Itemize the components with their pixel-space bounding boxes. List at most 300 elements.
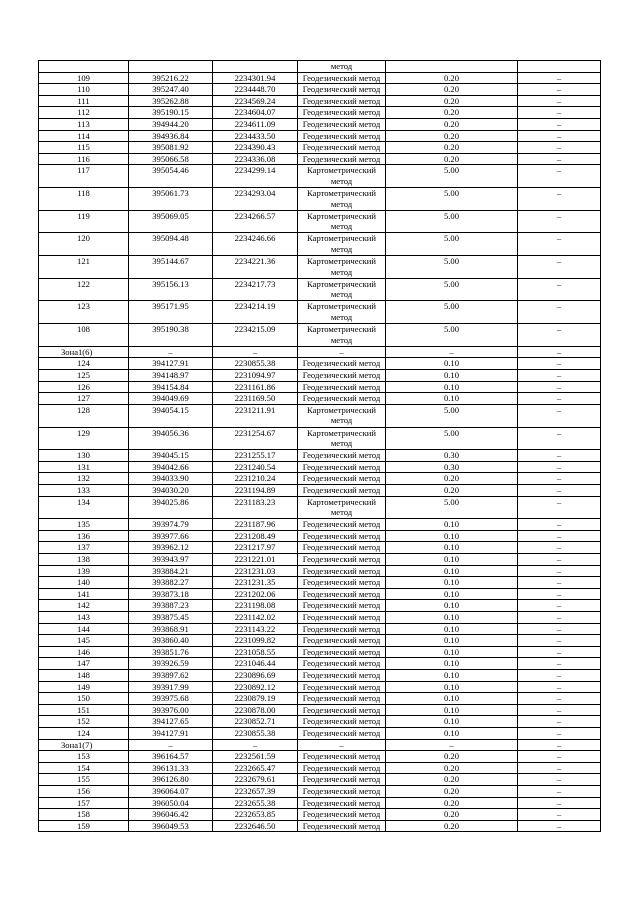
- accuracy-cell: 0.20: [386, 762, 518, 774]
- method-cell: –: [298, 739, 386, 751]
- note-cell: –: [518, 820, 601, 832]
- note-cell: –: [518, 153, 601, 165]
- point-number-cell: 138: [39, 554, 129, 566]
- note-cell: –: [518, 450, 601, 462]
- method-cell: Геодезический метод: [298, 577, 386, 589]
- accuracy-cell: 0.10: [386, 530, 518, 542]
- point-number-cell: 113: [39, 118, 129, 130]
- accuracy-cell: 0.10: [386, 393, 518, 405]
- accuracy-cell: 0.10: [386, 716, 518, 728]
- method-cell: Картометрический метод: [298, 188, 386, 211]
- note-cell: –: [518, 588, 601, 600]
- x-coordinate-cell: 394054.15: [129, 404, 213, 427]
- x-coordinate-cell: 395094.48: [129, 233, 213, 256]
- method-cell: Геодезический метод: [298, 554, 386, 566]
- note-cell: –: [518, 635, 601, 647]
- note-cell: –: [518, 130, 601, 142]
- table-row: [39, 358, 601, 370]
- method-cell: Геодезический метод: [298, 130, 386, 142]
- y-coordinate-cell: 2232646.50: [213, 820, 298, 832]
- accuracy-cell: 0.10: [386, 635, 518, 647]
- table-row: [39, 210, 601, 233]
- accuracy-cell: 0.20: [386, 130, 518, 142]
- x-coordinate-cell: 395144.67: [129, 256, 213, 279]
- table-row: [39, 142, 601, 154]
- table-row: [39, 95, 601, 107]
- note-cell: –: [518, 727, 601, 739]
- note-cell: –: [518, 404, 601, 427]
- method-cell: Геодезический метод: [298, 797, 386, 809]
- zone-header-row: [39, 739, 601, 751]
- accuracy-cell: 0.10: [386, 727, 518, 739]
- method-cell: Геодезический метод: [298, 565, 386, 577]
- y-coordinate-cell: 2230855.38: [213, 358, 298, 370]
- y-coordinate-cell: 2232679.61: [213, 774, 298, 786]
- y-coordinate-cell: 2231187.96: [213, 519, 298, 531]
- point-number-cell: 135: [39, 519, 129, 531]
- y-coordinate-cell: 2230855.38: [213, 727, 298, 739]
- note-cell: –: [518, 210, 601, 233]
- point-number-cell: 110: [39, 84, 129, 96]
- x-coordinate-cell: 393974.79: [129, 519, 213, 531]
- x-coordinate-cell: –: [129, 346, 213, 358]
- y-coordinate-cell: 2234221.36: [213, 256, 298, 279]
- accuracy-cell: 0.20: [386, 95, 518, 107]
- accuracy-cell: 0.10: [386, 681, 518, 693]
- accuracy-cell: [386, 61, 518, 73]
- note-cell: –: [518, 427, 601, 450]
- point-number-cell: 116: [39, 153, 129, 165]
- note-cell: –: [518, 95, 601, 107]
- method-cell: Геодезический метод: [298, 635, 386, 647]
- point-number-cell: 134: [39, 496, 129, 519]
- point-number-cell: 128: [39, 404, 129, 427]
- method-cell: Картометрический метод: [298, 256, 386, 279]
- accuracy-cell: 0.10: [386, 612, 518, 624]
- accuracy-cell: 5.00: [386, 233, 518, 256]
- accuracy-cell: 5.00: [386, 324, 518, 347]
- table-row: [39, 473, 601, 485]
- y-coordinate-cell: 2234214.19: [213, 301, 298, 324]
- accuracy-cell: 0.10: [386, 669, 518, 681]
- accuracy-cell: 5.00: [386, 496, 518, 519]
- x-coordinate-cell: 393976.00: [129, 704, 213, 716]
- accuracy-cell: 0.20: [386, 153, 518, 165]
- y-coordinate-cell: 2232665.47: [213, 762, 298, 774]
- accuracy-cell: 0.10: [386, 542, 518, 554]
- x-coordinate-cell: 393887.23: [129, 600, 213, 612]
- method-cell: Картометрический метод: [298, 233, 386, 256]
- accuracy-cell: 0.20: [386, 797, 518, 809]
- table-row: [39, 256, 601, 279]
- note-cell: –: [518, 301, 601, 324]
- note-cell: –: [518, 324, 601, 347]
- point-number-cell: 143: [39, 612, 129, 624]
- table-row: [39, 381, 601, 393]
- x-coordinate-cell: 396050.04: [129, 797, 213, 809]
- note-cell: –: [518, 370, 601, 382]
- method-cell: Геодезический метод: [298, 588, 386, 600]
- method-cell: Геодезический метод: [298, 751, 386, 763]
- method-cell: Картометрический метод: [298, 165, 386, 188]
- method-cell: Геодезический метод: [298, 704, 386, 716]
- table-row: [39, 324, 601, 347]
- table-row: [39, 519, 601, 531]
- note-cell: –: [518, 256, 601, 279]
- y-coordinate-cell: 2234604.07: [213, 107, 298, 119]
- point-number-cell: 136: [39, 530, 129, 542]
- accuracy-cell: 0.20: [386, 72, 518, 84]
- table-row: [39, 188, 601, 211]
- accuracy-cell: 0.10: [386, 381, 518, 393]
- note-cell: –: [518, 739, 601, 751]
- y-coordinate-cell: 2234611.09: [213, 118, 298, 130]
- x-coordinate-cell: 395247.40: [129, 84, 213, 96]
- point-number-cell: 112: [39, 107, 129, 119]
- point-number-cell: Зона1(6): [39, 346, 129, 358]
- point-number-cell: 155: [39, 774, 129, 786]
- x-coordinate-cell: 393860.40: [129, 635, 213, 647]
- x-coordinate-cell: 395216.22: [129, 72, 213, 84]
- accuracy-cell: 5.00: [386, 165, 518, 188]
- point-number-cell: 146: [39, 646, 129, 658]
- table-row: [39, 496, 601, 519]
- method-cell: Геодезический метод: [298, 681, 386, 693]
- y-coordinate-cell: 2231231.35: [213, 577, 298, 589]
- note-cell: –: [518, 716, 601, 728]
- method-cell: Геодезический метод: [298, 774, 386, 786]
- note-cell: –: [518, 233, 601, 256]
- y-coordinate-cell: –: [213, 346, 298, 358]
- table-row: [39, 130, 601, 142]
- x-coordinate-cell: 394154.84: [129, 381, 213, 393]
- y-coordinate-cell: 2231255.17: [213, 450, 298, 462]
- y-coordinate-cell: 2231143.22: [213, 623, 298, 635]
- x-coordinate-cell: 396164.57: [129, 751, 213, 763]
- point-number-cell: 154: [39, 762, 129, 774]
- accuracy-cell: 0.10: [386, 623, 518, 635]
- method-cell: Геодезический метод: [298, 95, 386, 107]
- point-number-cell: 148: [39, 669, 129, 681]
- method-cell: Геодезический метод: [298, 484, 386, 496]
- note-cell: –: [518, 577, 601, 589]
- y-coordinate-cell: 2231210.24: [213, 473, 298, 485]
- y-coordinate-cell: 2234293.04: [213, 188, 298, 211]
- table-row: [39, 681, 601, 693]
- y-coordinate-cell: 2234433.50: [213, 130, 298, 142]
- accuracy-cell: 0.10: [386, 658, 518, 670]
- point-number-cell: 142: [39, 600, 129, 612]
- x-coordinate-cell: 394944.20: [129, 118, 213, 130]
- point-number-cell: 139: [39, 565, 129, 577]
- table-row: [39, 370, 601, 382]
- point-number-cell: 124: [39, 727, 129, 739]
- note-cell: –: [518, 530, 601, 542]
- accuracy-cell: 5.00: [386, 256, 518, 279]
- method-cell: Геодезический метод: [298, 473, 386, 485]
- x-coordinate-cell: 393962.12: [129, 542, 213, 554]
- y-coordinate-cell: 2234217.73: [213, 278, 298, 301]
- point-number-cell: 119: [39, 210, 129, 233]
- y-coordinate-cell: 2232561.59: [213, 751, 298, 763]
- x-coordinate-cell: 396131.33: [129, 762, 213, 774]
- y-coordinate-cell: 2234448.70: [213, 84, 298, 96]
- note-cell: –: [518, 797, 601, 809]
- table-row: [39, 635, 601, 647]
- method-cell: Геодезический метод: [298, 612, 386, 624]
- y-coordinate-cell: 2231046.44: [213, 658, 298, 670]
- note-cell: –: [518, 623, 601, 635]
- y-coordinate-cell: 2230896.69: [213, 669, 298, 681]
- note-cell: –: [518, 519, 601, 531]
- accuracy-cell: 0.10: [386, 358, 518, 370]
- x-coordinate-cell: 394042.66: [129, 461, 213, 473]
- method-cell: Картометрический метод: [298, 496, 386, 519]
- x-coordinate-cell: 395061.73: [129, 188, 213, 211]
- method-cell: Геодезический метод: [298, 107, 386, 119]
- method-cell: Геодезический метод: [298, 461, 386, 473]
- method-cell: Геодезический метод: [298, 142, 386, 154]
- point-number-cell: 156: [39, 785, 129, 797]
- method-cell: Геодезический метод: [298, 381, 386, 393]
- table-row: [39, 393, 601, 405]
- point-number-cell: 120: [39, 233, 129, 256]
- point-number-cell: 118: [39, 188, 129, 211]
- accuracy-cell: 0.20: [386, 785, 518, 797]
- y-coordinate-cell: 2231231.03: [213, 565, 298, 577]
- y-coordinate-cell: 2231211.91: [213, 404, 298, 427]
- table-row: [39, 427, 601, 450]
- note-cell: –: [518, 461, 601, 473]
- method-cell: Геодезический метод: [298, 530, 386, 542]
- point-number-cell: 117: [39, 165, 129, 188]
- note-cell: –: [518, 358, 601, 370]
- accuracy-cell: 5.00: [386, 301, 518, 324]
- accuracy-cell: 0.20: [386, 473, 518, 485]
- note-cell: –: [518, 84, 601, 96]
- table-row: [39, 658, 601, 670]
- point-number-cell: 153: [39, 751, 129, 763]
- table-row: [39, 530, 601, 542]
- note-cell: –: [518, 751, 601, 763]
- table-row: [39, 612, 601, 624]
- x-coordinate-cell: 394049.69: [129, 393, 213, 405]
- accuracy-cell: 0.30: [386, 450, 518, 462]
- x-coordinate-cell: 393926.59: [129, 658, 213, 670]
- x-coordinate-cell: 395069.05: [129, 210, 213, 233]
- method-cell: Геодезический метод: [298, 450, 386, 462]
- y-coordinate-cell: 2231254.67: [213, 427, 298, 450]
- note-cell: –: [518, 381, 601, 393]
- table-row: [39, 809, 601, 821]
- y-coordinate-cell: 2234390.43: [213, 142, 298, 154]
- point-number-cell: 137: [39, 542, 129, 554]
- method-cell: Геодезический метод: [298, 153, 386, 165]
- table-row: [39, 669, 601, 681]
- y-coordinate-cell: 2231240.54: [213, 461, 298, 473]
- note-cell: –: [518, 774, 601, 786]
- table-row: [39, 646, 601, 658]
- point-number-cell: 152: [39, 716, 129, 728]
- x-coordinate-cell: 393897.62: [129, 669, 213, 681]
- x-coordinate-cell: 394127.65: [129, 716, 213, 728]
- table-row: [39, 484, 601, 496]
- point-number-cell: 149: [39, 681, 129, 693]
- y-coordinate-cell: 2234215.09: [213, 324, 298, 347]
- coordinates-table-body: [39, 61, 601, 832]
- accuracy-cell: 0.10: [386, 565, 518, 577]
- table-row: [39, 165, 601, 188]
- y-coordinate-cell: –: [213, 739, 298, 751]
- accuracy-cell: 5.00: [386, 210, 518, 233]
- x-coordinate-cell: 394025.86: [129, 496, 213, 519]
- x-coordinate-cell: 393882.27: [129, 577, 213, 589]
- note-cell: [518, 61, 601, 73]
- table-row: [39, 565, 601, 577]
- accuracy-cell: 0.10: [386, 554, 518, 566]
- x-coordinate-cell: 393868.91: [129, 623, 213, 635]
- point-number-cell: 150: [39, 693, 129, 705]
- method-cell: Геодезический метод: [298, 716, 386, 728]
- table-row: [39, 762, 601, 774]
- table-row: [39, 704, 601, 716]
- y-coordinate-cell: [213, 61, 298, 73]
- point-number-cell: 114: [39, 130, 129, 142]
- x-coordinate-cell: 394045.15: [129, 450, 213, 462]
- table-row: [39, 785, 601, 797]
- method-cell: Геодезический метод: [298, 646, 386, 658]
- table-row: [39, 233, 601, 256]
- method-cell: Геодезический метод: [298, 358, 386, 370]
- table-row: [39, 278, 601, 301]
- point-number-cell: 133: [39, 484, 129, 496]
- point-number-cell: 121: [39, 256, 129, 279]
- note-cell: –: [518, 658, 601, 670]
- x-coordinate-cell: 395081.92: [129, 142, 213, 154]
- method-cell: Картометрический метод: [298, 404, 386, 427]
- point-number-cell: 140: [39, 577, 129, 589]
- x-coordinate-cell: 396049.53: [129, 820, 213, 832]
- method-cell: метод: [298, 61, 386, 73]
- table-row: [39, 588, 601, 600]
- point-number-cell: 111: [39, 95, 129, 107]
- note-cell: –: [518, 704, 601, 716]
- accuracy-cell: 5.00: [386, 278, 518, 301]
- accuracy-cell: –: [386, 346, 518, 358]
- x-coordinate-cell: 394056.36: [129, 427, 213, 450]
- x-coordinate-cell: 396126.80: [129, 774, 213, 786]
- x-coordinate-cell: 395171.95: [129, 301, 213, 324]
- x-coordinate-cell: 393943.97: [129, 554, 213, 566]
- y-coordinate-cell: 2234336.08: [213, 153, 298, 165]
- y-coordinate-cell: 2234266.57: [213, 210, 298, 233]
- note-cell: –: [518, 612, 601, 624]
- x-coordinate-cell: 394030.20: [129, 484, 213, 496]
- point-number-cell: 115: [39, 142, 129, 154]
- y-coordinate-cell: 2231194.89: [213, 484, 298, 496]
- table-row: [39, 84, 601, 96]
- accuracy-cell: 0.10: [386, 577, 518, 589]
- y-coordinate-cell: 2234246.66: [213, 233, 298, 256]
- x-coordinate-cell: 396046.42: [129, 809, 213, 821]
- point-number-cell: 122: [39, 278, 129, 301]
- x-coordinate-cell: 395066.58: [129, 153, 213, 165]
- table-row: [39, 820, 601, 832]
- x-coordinate-cell: 394127.91: [129, 358, 213, 370]
- x-coordinate-cell: 393873.18: [129, 588, 213, 600]
- accuracy-cell: 0.20: [386, 774, 518, 786]
- accuracy-cell: 5.00: [386, 188, 518, 211]
- accuracy-cell: 0.20: [386, 809, 518, 821]
- note-cell: –: [518, 118, 601, 130]
- point-number-cell: 130: [39, 450, 129, 462]
- point-number-cell: 126: [39, 381, 129, 393]
- accuracy-cell: 0.20: [386, 118, 518, 130]
- table-row: [39, 797, 601, 809]
- point-number-cell: Зона1(7): [39, 739, 129, 751]
- y-coordinate-cell: 2231183.23: [213, 496, 298, 519]
- table-row: [39, 577, 601, 589]
- method-cell: Геодезический метод: [298, 542, 386, 554]
- y-coordinate-cell: 2231169.50: [213, 393, 298, 405]
- accuracy-cell: 0.20: [386, 484, 518, 496]
- method-cell: Картометрический метод: [298, 301, 386, 324]
- note-cell: –: [518, 278, 601, 301]
- table-row: [39, 623, 601, 635]
- y-coordinate-cell: 2232653.85: [213, 809, 298, 821]
- accuracy-cell: 0.20: [386, 820, 518, 832]
- point-number-cell: 127: [39, 393, 129, 405]
- y-coordinate-cell: 2230852.71: [213, 716, 298, 728]
- note-cell: –: [518, 785, 601, 797]
- method-cell: Геодезический метод: [298, 809, 386, 821]
- y-coordinate-cell: 2230879.19: [213, 693, 298, 705]
- point-number-cell: 147: [39, 658, 129, 670]
- y-coordinate-cell: 2231202.06: [213, 588, 298, 600]
- x-coordinate-cell: 394936.84: [129, 130, 213, 142]
- table-row: [39, 450, 601, 462]
- point-number-cell: 132: [39, 473, 129, 485]
- note-cell: –: [518, 554, 601, 566]
- note-cell: –: [518, 142, 601, 154]
- x-coordinate-cell: 393875.45: [129, 612, 213, 624]
- table-row: [39, 404, 601, 427]
- method-cell: Геодезический метод: [298, 693, 386, 705]
- note-cell: –: [518, 565, 601, 577]
- y-coordinate-cell: 2230892.12: [213, 681, 298, 693]
- method-cell: Картометрический метод: [298, 324, 386, 347]
- x-coordinate-cell: 393975.68: [129, 693, 213, 705]
- note-cell: –: [518, 762, 601, 774]
- note-cell: –: [518, 393, 601, 405]
- accuracy-cell: 0.30: [386, 461, 518, 473]
- accuracy-cell: 0.10: [386, 600, 518, 612]
- table-row: [39, 72, 601, 84]
- table-row: [39, 554, 601, 566]
- table-row: [39, 301, 601, 324]
- accuracy-cell: 0.20: [386, 107, 518, 119]
- method-cell: Геодезический метод: [298, 820, 386, 832]
- note-cell: –: [518, 669, 601, 681]
- note-cell: –: [518, 681, 601, 693]
- method-cell: Геодезический метод: [298, 84, 386, 96]
- accuracy-cell: 5.00: [386, 427, 518, 450]
- note-cell: –: [518, 165, 601, 188]
- y-coordinate-cell: 2230878.00: [213, 704, 298, 716]
- method-cell: Геодезический метод: [298, 669, 386, 681]
- point-number-cell: 145: [39, 635, 129, 647]
- point-number-cell: [39, 61, 129, 73]
